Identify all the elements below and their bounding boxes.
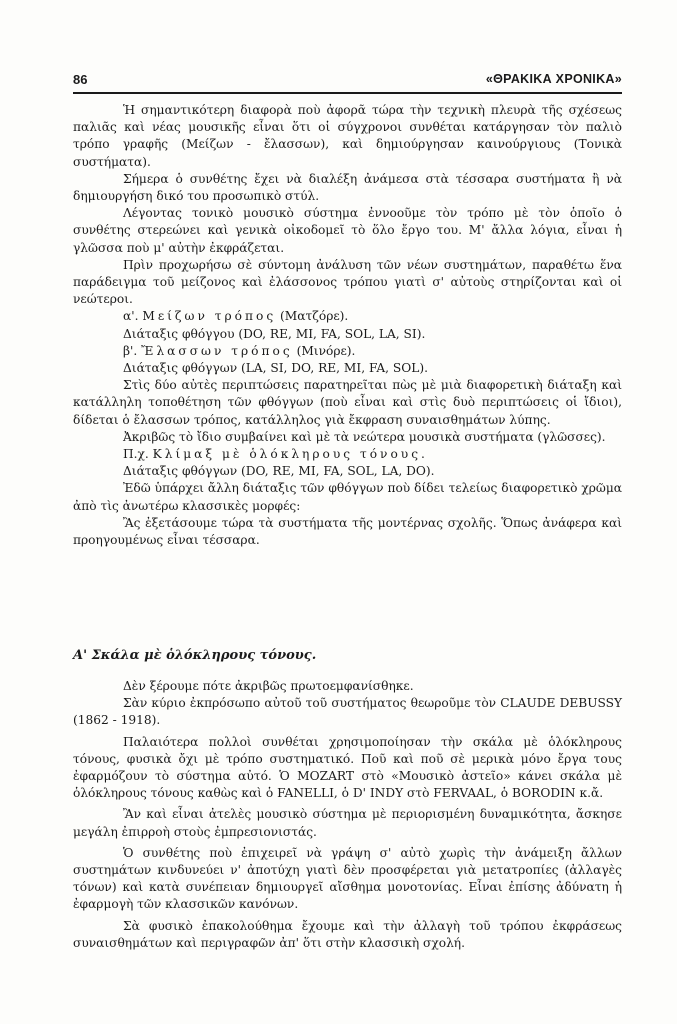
paragraph: Σὰ φυσικὸ ἐπακολούθημα ἔχουμε καὶ τὴν ἀλλαγὴ τοῦ τρόπου ἐκφράσεως συναισθημάτων καὶ περιγραφῶν ἀπ' ὅτι στὴν κλασσικὴ σχολή. — [73, 918, 622, 950]
paragraph: Λέγοντας τονικὸ μουσικὸ σύστημα ἐννοοῦμε τὸν τρόπο μὲ τὸν ὁποῖο ὁ συνθέτης στερεώνει καὶ γενικὰ οἰκοδομεῖ τὸ ὅλο ἔργο του. Μ' ἄλλα λόγια, εἶναι ἡ γλῶσσα ποὺ μ' αὐτὴν ἐκφράζεται. — [73, 206, 622, 255]
minor-mode-prefix: β'. — [123, 343, 138, 358]
paragraph: Ἂν καὶ εἶναι ἀτελὲς μουσικὸ σύστημα μὲ περιορισμένη δυναμικότητα, ἄσκησε μεγάλη ἐπιρροὴ στοὺς ἐμπρεσιονιστάς. — [73, 807, 622, 839]
paragraph: Παλαιότερα πολλοὶ συνθέται χρησιμοποίησαν τὴν σκάλα μὲ ὁλόκληρους τόνους, φυσικὰ ὄχι μὲ τρόπο συστηματικό. Ποῦ καὶ ποῦ σὲ μερικὰ μόνο ἔργα τους ἐφαρμόζουν τὸ σύστημα αὐτό. Ὁ MOZART στὸ «Μουσικὸ ἀστεῖο» κάνει σκάλα μὲ ὁλόκληρους τόνους καθὼς καὶ ὁ FANELLI, ὁ D' INDY στὸ FERVAAL, ὁ BORODIN κ.ἄ. — [73, 734, 622, 801]
example-prefix: Π.χ. — [123, 447, 149, 462]
minor-mode-line — [73, 343, 622, 360]
minor-mode-notes: Διάταξις φθόγγων (LA, SI, DO, RE, MI, FA, SOL). — [123, 361, 428, 376]
example-notes: Διάταξις φθόγγων (DO, RE, MI, FA, SOL, LA, DO). — [123, 464, 435, 479]
paragraph: Ὁ συνθέτης ποὺ ἐπιχειρεῖ νὰ γράψη σ' αὐτὸ χωρὶς τὴν ἀνάμειξη ἄλλων συστημάτων κινδυνεύει ν' ἀποτύχη γιατὶ δὲν προσφέρεται γιὰ μετατροπίες (ἀλλαγὲς τόνων) καὶ κατὰ συνέπειαν δημιουργεῖ αἴσθημα μονοτονίας. Εἶναι ἐπίσης ἀδύνατη ἡ ἐφαρμογὴ τῶν κλασσικῶν κανόνων. — [73, 845, 622, 912]
major-mode-prefix: α'. — [123, 309, 139, 324]
paragraph: Ἀκριβῶς τὸ ἴδιο συμβαίνει καὶ μὲ τὰ νεώτερα μουσικὰ συστήματα (γλῶσσες). — [123, 429, 606, 444]
page-header — [73, 72, 622, 94]
paragraph: Στὶς δύο αὐτὲς περιπτώσεις παρατηρεῖται πὼς μὲ μιὰ διαφορετικὴ διάταξη καὶ κατάλληλη τοποθέτηση τῶν φθόγγων (ποὺ εἶναι καὶ στὶς δυὸ περιπτώσεις οἱ ἴδιοι), δίδεται ὁ ἔλασσων τρόπος, κατάλληλος γιὰ ἔκφραση συναισθημάτων λύπης. — [73, 378, 622, 427]
paragraph: Ἂς ἐξετάσουμε τώρα τὰ συστήματα τῆς μοντέρνας σχολῆς. Ὅπως ἀνάφερα καὶ προηγουμένως εἶναι τέσσαρα. — [73, 515, 622, 548]
paragraph: Σήμερα ὁ συνθέτης ἔχει νὰ διαλέξη ἀνάμεσα στὰ τέσσαρα συστήματα ἢ νὰ δημιουργήση δικό του προσωπικὸ στύλ. — [73, 171, 622, 204]
paragraph: Δὲν ξέρουμε πότε ἀκριβῶς πρωτοεμφανίσθηκε. — [123, 679, 414, 693]
main-text — [73, 102, 622, 549]
paragraph: Ἡ σημαντικότερη διαφορὰ ποὺ ἀφορᾶ τώρα τὴν τεχνικὴ πλευρὰ τῆς σχέσεως παλιᾶς καὶ νέας μουσικῆς εἶναι ὅτι οἱ σύγχρονοι συνθέται κατάργησαν τὸν παλιὸ τρόπο γραφῆς (Μείζων - ἔλασσων), καὶ δημιούργησαν καινούργιους (Τονικὰ συστήματα). — [73, 103, 622, 169]
example-line — [73, 446, 622, 463]
paragraph: Σὰν κύριο ἐκπρόσωπο αὐτοῦ τοῦ συστήματος θεωροῦμε τὸν CLAUDE DEBUSSY (1862 - 1918). — [73, 696, 622, 728]
paragraph: Πρὶν προχωρήσω σὲ σύντομη ἀνάλυση τῶν νέων συστημάτων, παραθέτω ἕνα παράδειγμα τοῦ μείζονος καὶ ἐλάσσονος τρόπου γιατὶ σ' αὐτοὺς στηρίζονται καὶ οἱ νεώτεροι. — [73, 257, 622, 307]
running-title: «ΘΡΑΚΙΚΑ ΧΡΟΝΙΚΑ» — [485, 72, 622, 86]
major-mode-suffix: (Ματζόρε). — [280, 309, 349, 324]
section-text — [73, 674, 622, 952]
example-name: Κλίμαξ μὲ ὁλόκληρους τόνους. — [152, 447, 428, 462]
minor-mode-name: Ἔλασσων τρόπος — [141, 343, 293, 358]
section-heading: Α' Σκάλα μὲ ὁλόκληρους τόνους. — [73, 648, 317, 663]
minor-mode-suffix: (Μινόρε). — [296, 343, 356, 358]
major-mode-notes: Διάταξις φθόγγου (DO, RE, MI, FA, SOL, LA, SI). — [123, 326, 426, 341]
major-mode-line — [73, 308, 622, 325]
paragraph: Ἐδῶ ὑπάρχει ἄλλη διάταξις τῶν φθόγγων ποὺ δίδει τελείως διαφορετικὸ χρῶμα ἀπὸ τὶς ἀνωτέρω κλασσικὲς μορφές: — [73, 481, 622, 513]
major-mode-name: Μείζων τρόπος — [142, 309, 277, 324]
page-number: 86 — [73, 72, 88, 87]
